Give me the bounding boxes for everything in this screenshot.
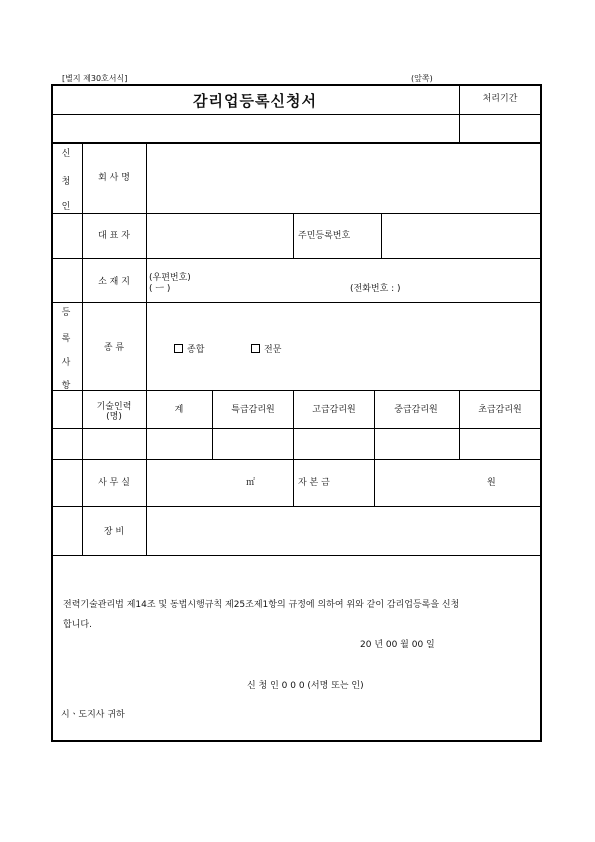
section-char: 인 — [61, 202, 71, 212]
section-char: 록 — [61, 334, 71, 344]
checkbox[interactable] — [174, 344, 183, 353]
postal-code-label: (우편번호) — [149, 273, 191, 283]
equipment-field[interactable] — [148, 508, 539, 554]
page-side-label: (앞쪽) — [411, 74, 433, 83]
section-char: 등 — [61, 308, 71, 318]
phone-label: (전화번호 : ) — [350, 284, 401, 294]
checkbox[interactable] — [251, 344, 260, 353]
capital-unit: 원 — [487, 478, 496, 488]
form-title: 감리업등록신청서 — [193, 92, 317, 110]
type-option-general[interactable] — [174, 344, 204, 355]
tech-col-senior: 고급감리원 — [312, 405, 356, 415]
section-char: 사 — [61, 358, 71, 368]
company-name-label: 회 사 명 — [98, 173, 130, 183]
type-option-label: 종합 — [187, 345, 205, 355]
tech-staff-unit: (명) — [106, 412, 122, 422]
type-label: 종 류 — [103, 343, 125, 353]
type-option-specialized[interactable] — [251, 344, 281, 355]
representative-label: 대 표 자 — [98, 231, 130, 241]
section-char: 항 — [61, 381, 71, 391]
applicant-signature: 신 청 인 0 0 0 (서명 또는 인) — [247, 681, 364, 691]
declaration-text: 전력기술관리법 제14조 및 동법시행규칙 제25조제1항의 규정에 의하여 위와 같이 감리업등록을 신청 — [63, 600, 460, 610]
tech-staff-label: 기술인력 — [96, 402, 132, 412]
resident-no-field[interactable] — [383, 215, 539, 257]
section-char: 신 — [61, 149, 71, 159]
office-unit: ㎡ — [246, 478, 256, 488]
tech-col-special: 특급감리원 — [231, 405, 275, 415]
application-date: 20 년 00 월 00 일 — [360, 640, 435, 650]
declaration-text-end: 합니다. — [63, 620, 92, 630]
tech-col-junior: 초급감리원 — [478, 405, 522, 415]
capital-label: 자 본 금 — [298, 478, 330, 488]
address-label: 소 재 지 — [98, 277, 130, 287]
section-char: 청 — [61, 177, 71, 187]
type-option-label: 전문 — [264, 345, 282, 355]
form-number: [별지 제30호서식] — [62, 74, 128, 83]
office-label: 사 무 실 — [98, 478, 130, 488]
company-name-field[interactable] — [148, 144, 539, 212]
processing-period-label: 처리기간 — [482, 94, 518, 104]
resident-no-label: 주민등록번호 — [298, 231, 351, 241]
postal-code-format: ( ㅡ ) — [149, 284, 171, 294]
equipment-label: 장 비 — [103, 527, 125, 537]
representative-field[interactable] — [148, 215, 292, 257]
addressee: 시ㆍ도지사 귀하 — [61, 710, 125, 720]
tech-col-total: 계 — [174, 405, 184, 415]
tech-col-intermediate: 중급감리원 — [394, 405, 438, 415]
